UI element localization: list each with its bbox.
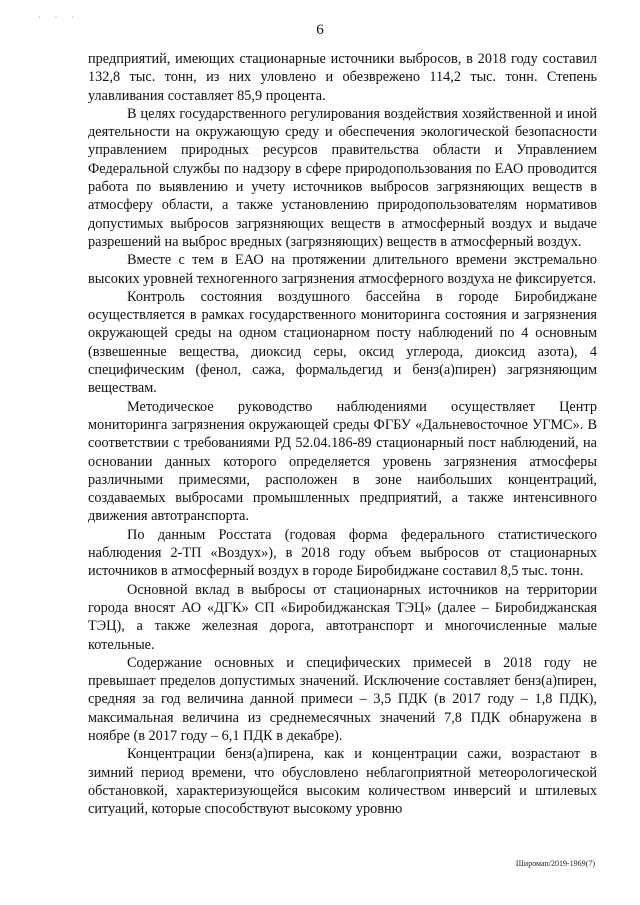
paragraph-3: Вместе с тем в ЕАО на протяжении длительного времени экстремально высоких уровней техногенного загрязнения атмосферного воздуха не фиксируется. — [88, 252, 597, 287]
document-body — [88, 50, 597, 818]
paragraph-4: Контроль состояния воздушного бассейна в городе Биробиджане осуществляется в рамках государственного мониторинга состояния и загрязнения окружающей среды на одном стационарном посту наблюдений по 4 основным (взвешенные вещества, диоксид серы, оксид углерода, диоксид азота), 4 специфическим (фенол, сажа, формальдегид и бенз(а)пирен) загрязняющим веществам. — [88, 288, 597, 397]
paragraph-6: По данным Росстата (годовая форма федерального статистического наблюдения 2-ТП «Воздух»), в 2018 году объем выбросов от стационарных источников в атмосферный воздух в городе Биробиджане составил 8,5 тыс. тонн. — [88, 526, 597, 580]
paragraph-2: В целях государственного регулирования воздействия хозяйственной и иной деятельности на окружающую среду и обеспечения экологической безопасности управлением природных ресурсов правительства области и Управлением Федеральной службы по надзору в сфере природопользования по ЕАО проводится работа по выявлению и учету источников выбросов загрязняющих веществ в атмосферу области, а также установлению природопользователям нормативов допустимых выбросов загрязняющих веществ в атмосферный воздух и выдаче разрешений на выброс вредных (загрязняющих) веществ в атмосферный воздух. — [88, 105, 597, 250]
scan-artifact-mark: · · · — [38, 13, 80, 22]
paragraph-7: Основной вклад в выбросы от стационарных источников на территории города вносят АО «ДГК» СП «Биробиджанская ТЭЦ» (далее – Биробиджанская ТЭЦ), а также железная дорога, автотранспорт и многочисленные малые котельные. — [88, 581, 597, 653]
document-reference-code: Широмап/2019-1969(7) — [515, 859, 595, 868]
page-number: 6 — [316, 22, 324, 38]
paragraph-9: Концентрации бенз(а)пирена, как и концентрации сажи, возрастают в зимний период времени, что обусловлено неблагоприятной метеорологической обстановкой, характеризующейся высоким количеством инверсий и штилевых ситуаций, которые способствуют высокому уровню — [88, 746, 597, 818]
paragraph-8: Содержание основных и специфических примесей в 2018 году не превышает пределов допустимых значений. Исключение составляет бенз(а)пирен, средняя за год величина данной примеси – 3,5 ПДК (в 2017 году – 1,8 ПДК), максимальная величина из среднемесячных значений 7,8 ПДК обнаружена в ноябре (в 2017 году – 6,1 ПДК в декабре). — [88, 654, 597, 744]
paragraph-5: Методическое руководство наблюдениями осуществляет Центр мониторинга загрязнения окружающей среды ФГБУ «Дальневосточное УГМС». В соответствии с требованиями РД 52.04.186-89 стационарный пост наблюдений, на основании данных которого определяется уровень загрязнения атмосферы различными примесями, расположен в зоне наибольших концентраций, создаваемых выбросами промышленных предприятий, а также интенсивного движения автотранспорта. — [88, 398, 597, 525]
paragraph-1: предприятий, имеющих стационарные источники выбросов, в 2018 году составил 132,8 тыс. тонн, из них уловлено и обезврежено 114,2 тыс. тонн. Степень улавливания составляет 85,9 процента. — [88, 51, 597, 104]
